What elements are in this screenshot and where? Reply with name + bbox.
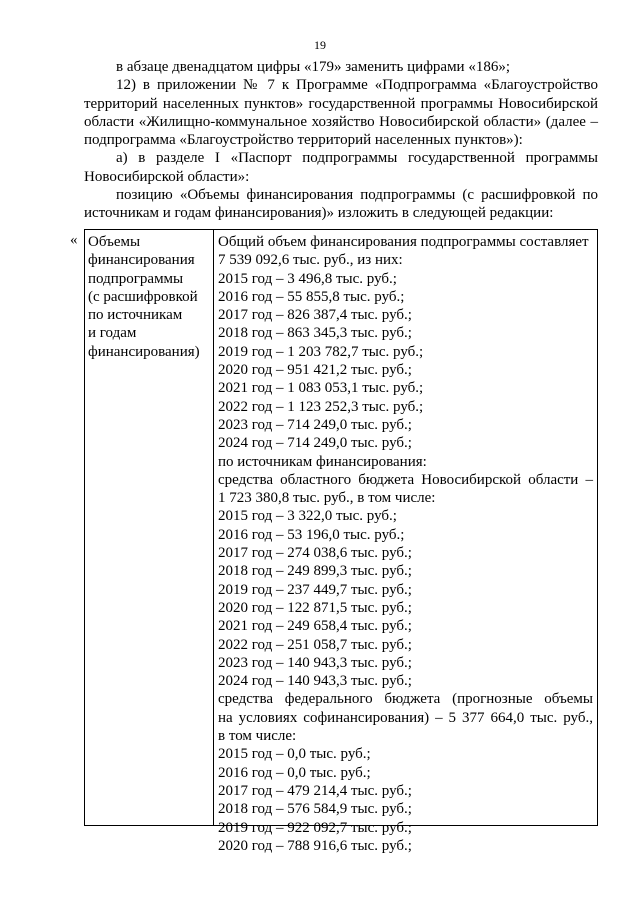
right-cell-line: 2020 год – 788 916,6 тыс. руб.;: [218, 837, 412, 854]
right-cell-line: 2015 год – 3 496,8 тыс. руб.;: [218, 270, 397, 287]
intro-paragraph: а) в разделе I «Паспорт подпрограммы государственной программы Новосибирской области»:: [84, 150, 598, 185]
right-cell-line: 2017 год – 479 214,4 тыс. руб.;: [218, 782, 412, 799]
right-cell-line: 1 723 380,8 тыс. руб., в том числе:: [218, 490, 436, 507]
right-cell-line: 2015 год – 0,0 тыс. руб.;: [218, 746, 371, 763]
right-cell-line: 2015 год – 3 322,0 тыс. руб.;: [218, 508, 397, 525]
table-right-cell: [214, 230, 597, 854]
right-cell-line: 2019 год – 237 449,7 тыс. руб.;: [218, 581, 412, 598]
left-cell-line: по источникам: [88, 307, 183, 324]
right-cell-line: 2021 год – 1 083 053,1 тыс. руб.;: [218, 380, 424, 397]
right-cell-line: 2019 год – 922 092,7 тыс. руб.;: [218, 819, 412, 836]
right-cell-line: 2016 год – 55 855,8 тыс. руб.;: [218, 288, 405, 305]
right-cell-line: 2023 год – 140 943,3 тыс. руб.;: [218, 654, 412, 671]
opening-quote: «: [70, 232, 78, 248]
intro-text: [84, 58, 598, 223]
right-cell-line: 2022 год – 1 123 252,3 тыс. руб.;: [218, 398, 424, 415]
right-cell-line: в том числе:: [218, 728, 297, 745]
right-cell-line: 2024 год – 714 249,0 тыс. руб.;: [218, 435, 412, 452]
left-cell-line: финансирования): [88, 343, 200, 360]
left-cell-line: (с расшифровкой: [88, 288, 198, 305]
right-cell-line: 2017 год – 274 038,6 тыс. руб.;: [218, 545, 412, 562]
right-cell-line: 2019 год – 1 203 782,7 тыс. руб.;: [218, 343, 424, 360]
page-number: 19: [314, 38, 326, 52]
right-cell-line: 2022 год – 251 058,7 тыс. руб.;: [218, 636, 412, 653]
left-cell-line: Объемы: [88, 234, 141, 250]
right-cell-line: 2020 год – 122 871,5 тыс. руб.;: [218, 599, 412, 616]
left-cell-line: финансирования: [88, 252, 195, 269]
right-cell-line: 2020 год – 951 421,2 тыс. руб.;: [218, 362, 412, 379]
right-cell-line: 2023 год – 714 249,0 тыс. руб.;: [218, 416, 412, 433]
intro-paragraph: 12) в приложении № 7 к Программе «Подпрограмма «Благоустройство территорий населенных пунктов» государственной программы Новосибирской области «Жилищно-коммунальное хозяйство Новосибирской области» (далее – подпрограмма «Благоустройство территорий населенных пунктов»):: [84, 77, 598, 149]
right-cell-line: 2018 год – 576 584,9 тыс. руб.;: [218, 801, 412, 818]
right-cell-line: 2016 год – 53 196,0 тыс. руб.;: [218, 526, 405, 543]
right-cell-line: Общий объем финансирования подпрограммы составляет: [218, 234, 589, 250]
left-cell-line: подпрограммы: [88, 270, 184, 287]
intro-paragraph: в абзаце двенадцатом цифры «179» заменить цифрами «186»;: [116, 59, 511, 75]
right-cell-line: 2024 год – 140 943,3 тыс. руб.;: [218, 673, 412, 690]
financing-table: [84, 229, 598, 854]
right-cell-line: средства областного бюджета Новосибирской области –: [218, 471, 593, 488]
intro-paragraph: позицию «Объемы финансирования подпрограммы (с расшифровкой по источникам и годам финансирования)» изложить в следующей редакции:: [84, 187, 598, 222]
right-cell-line: 2018 год – 249 899,3 тыс. руб.;: [218, 563, 412, 580]
right-cell-line: по источникам финансирования:: [218, 453, 427, 470]
right-cell-line: 7 539 092,6 тыс. руб., из них:: [218, 252, 403, 269]
right-cell-line: 2016 год – 0,0 тыс. руб.;: [218, 764, 371, 781]
right-cell-line: 2017 год – 826 387,4 тыс. руб.;: [218, 307, 412, 324]
right-cell-line: средства федерального бюджета (прогнозные объемы: [218, 691, 593, 708]
left-cell-line: и годам: [88, 325, 137, 342]
right-cell-line: на условиях софинансирования) – 5 377 664,0 тыс. руб.,: [218, 709, 593, 726]
right-cell-line: 2021 год – 249 658,4 тыс. руб.;: [218, 618, 412, 635]
table-left-cell: [85, 230, 214, 825]
right-cell-line: 2018 год – 863 345,3 тыс. руб.;: [218, 325, 412, 342]
